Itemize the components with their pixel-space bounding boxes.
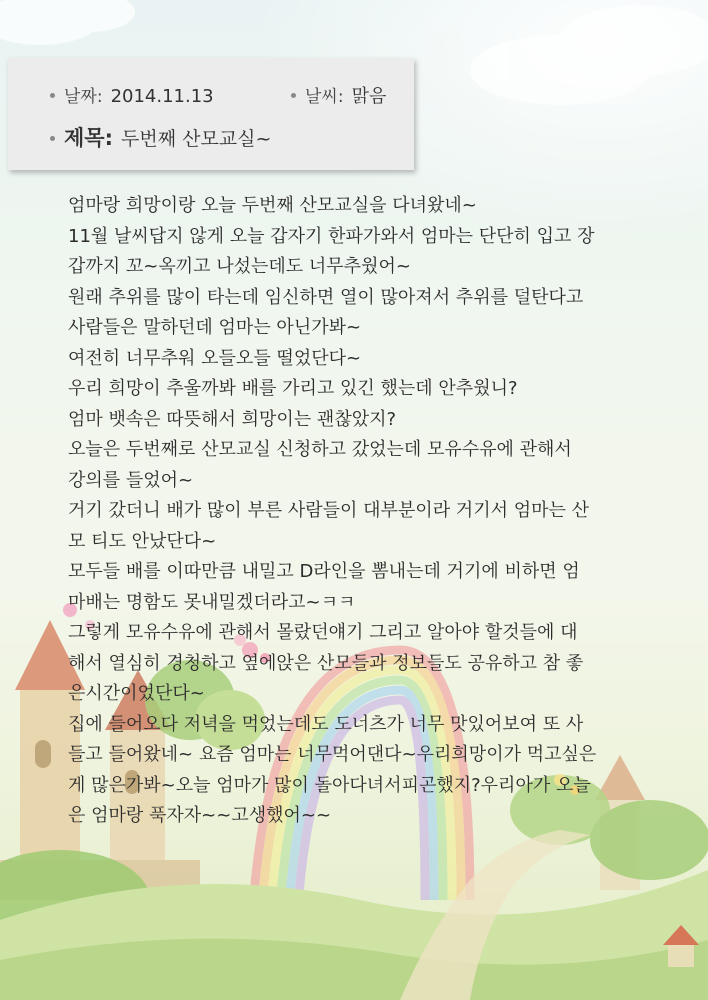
body-line: 모두들 배를 이따만큼 내밀고 D라인을 뽐내는데 거기에 비하면 엄 [68, 561, 580, 582]
body-line: 우리 희망이 추울까봐 배를 가리고 있긴 했는데 안추웠니? [68, 378, 518, 399]
body-line: 마배는 명함도 못내밀겠더라고~ㅋㅋ [68, 591, 356, 613]
body-line: 은 엄마랑 푹자자~~고생했어~~ [68, 805, 332, 826]
body-line: 엄마 뱃속은 따뜻해서 희망이는 괜찮았지? [68, 408, 397, 430]
date-label: 날짜: [64, 87, 103, 107]
diary-header-card [8, 58, 414, 170]
body-line: 오늘은 두번째로 산모교실 신청하고 갔었는데 모유수유에 관해서 [68, 439, 572, 460]
weather-row [291, 82, 386, 108]
weather-label: 날씨: [305, 87, 344, 107]
body-line: 집에 들어오다 저녁을 먹었는데도 도너츠가 너무 맛있어보여 또 사 [68, 713, 584, 735]
body-line: 원래 추위를 많이 타는데 임신하면 열이 많아져서 추위를 덜탄다고 [68, 286, 584, 308]
title-label: 제목: [64, 126, 113, 150]
title-row [50, 122, 271, 152]
body-line: 갑까지 꼬~옥끼고 나섰는데도 너무추웠어~ [68, 256, 411, 277]
body-line: 여전히 너무추워 오들오들 떨었단다~ [68, 347, 362, 369]
bullet-icon [50, 93, 55, 98]
body-line: 그렇게 모유수유에 관해서 몰랐던얘기 그리고 알아야 할것들에 대 [68, 622, 578, 643]
body-line: 사람들은 말하던데 엄마는 아닌가봐~ [68, 317, 362, 338]
body-line: 모 티도 안났단다~ [68, 530, 217, 552]
body-line: 해서 열심히 경청하고 옆에앉은 산모들과 정보들도 공유하고 참 좋 [68, 652, 584, 674]
date-value: 2014.11.13 [110, 86, 214, 107]
diary-body [68, 191, 668, 832]
weather-value: 맑음 [351, 86, 387, 107]
body-line: 게 많은가봐~오늘 엄마가 많이 돌아다녀서피곤했지?우리아가 오늘 [68, 774, 591, 796]
date-row [50, 82, 214, 107]
bullet-icon [291, 93, 296, 98]
body-line: 은시간이었단다~ [68, 683, 205, 704]
bullet-icon [50, 136, 55, 141]
body-line: 들고 들어왔네~ 요즘 엄마는 너무먹어댄다~우리희망이가 먹고싶은 [68, 744, 597, 765]
body-line: 11월 날씨답지 않게 오늘 갑자기 한파가와서 엄마는 단단히 입고 장 [68, 225, 595, 247]
body-line: 강의를 들었어~ [68, 469, 194, 491]
body-line: 엄마랑 희망이랑 오늘 두번째 산모교실을 다녀왔네~ [68, 195, 477, 216]
body-line: 거기 갔더니 배가 많이 부른 사람들이 대부분이라 거기서 엄마는 산 [68, 500, 589, 521]
title-value: 두번째 산모교실~ [120, 128, 272, 150]
